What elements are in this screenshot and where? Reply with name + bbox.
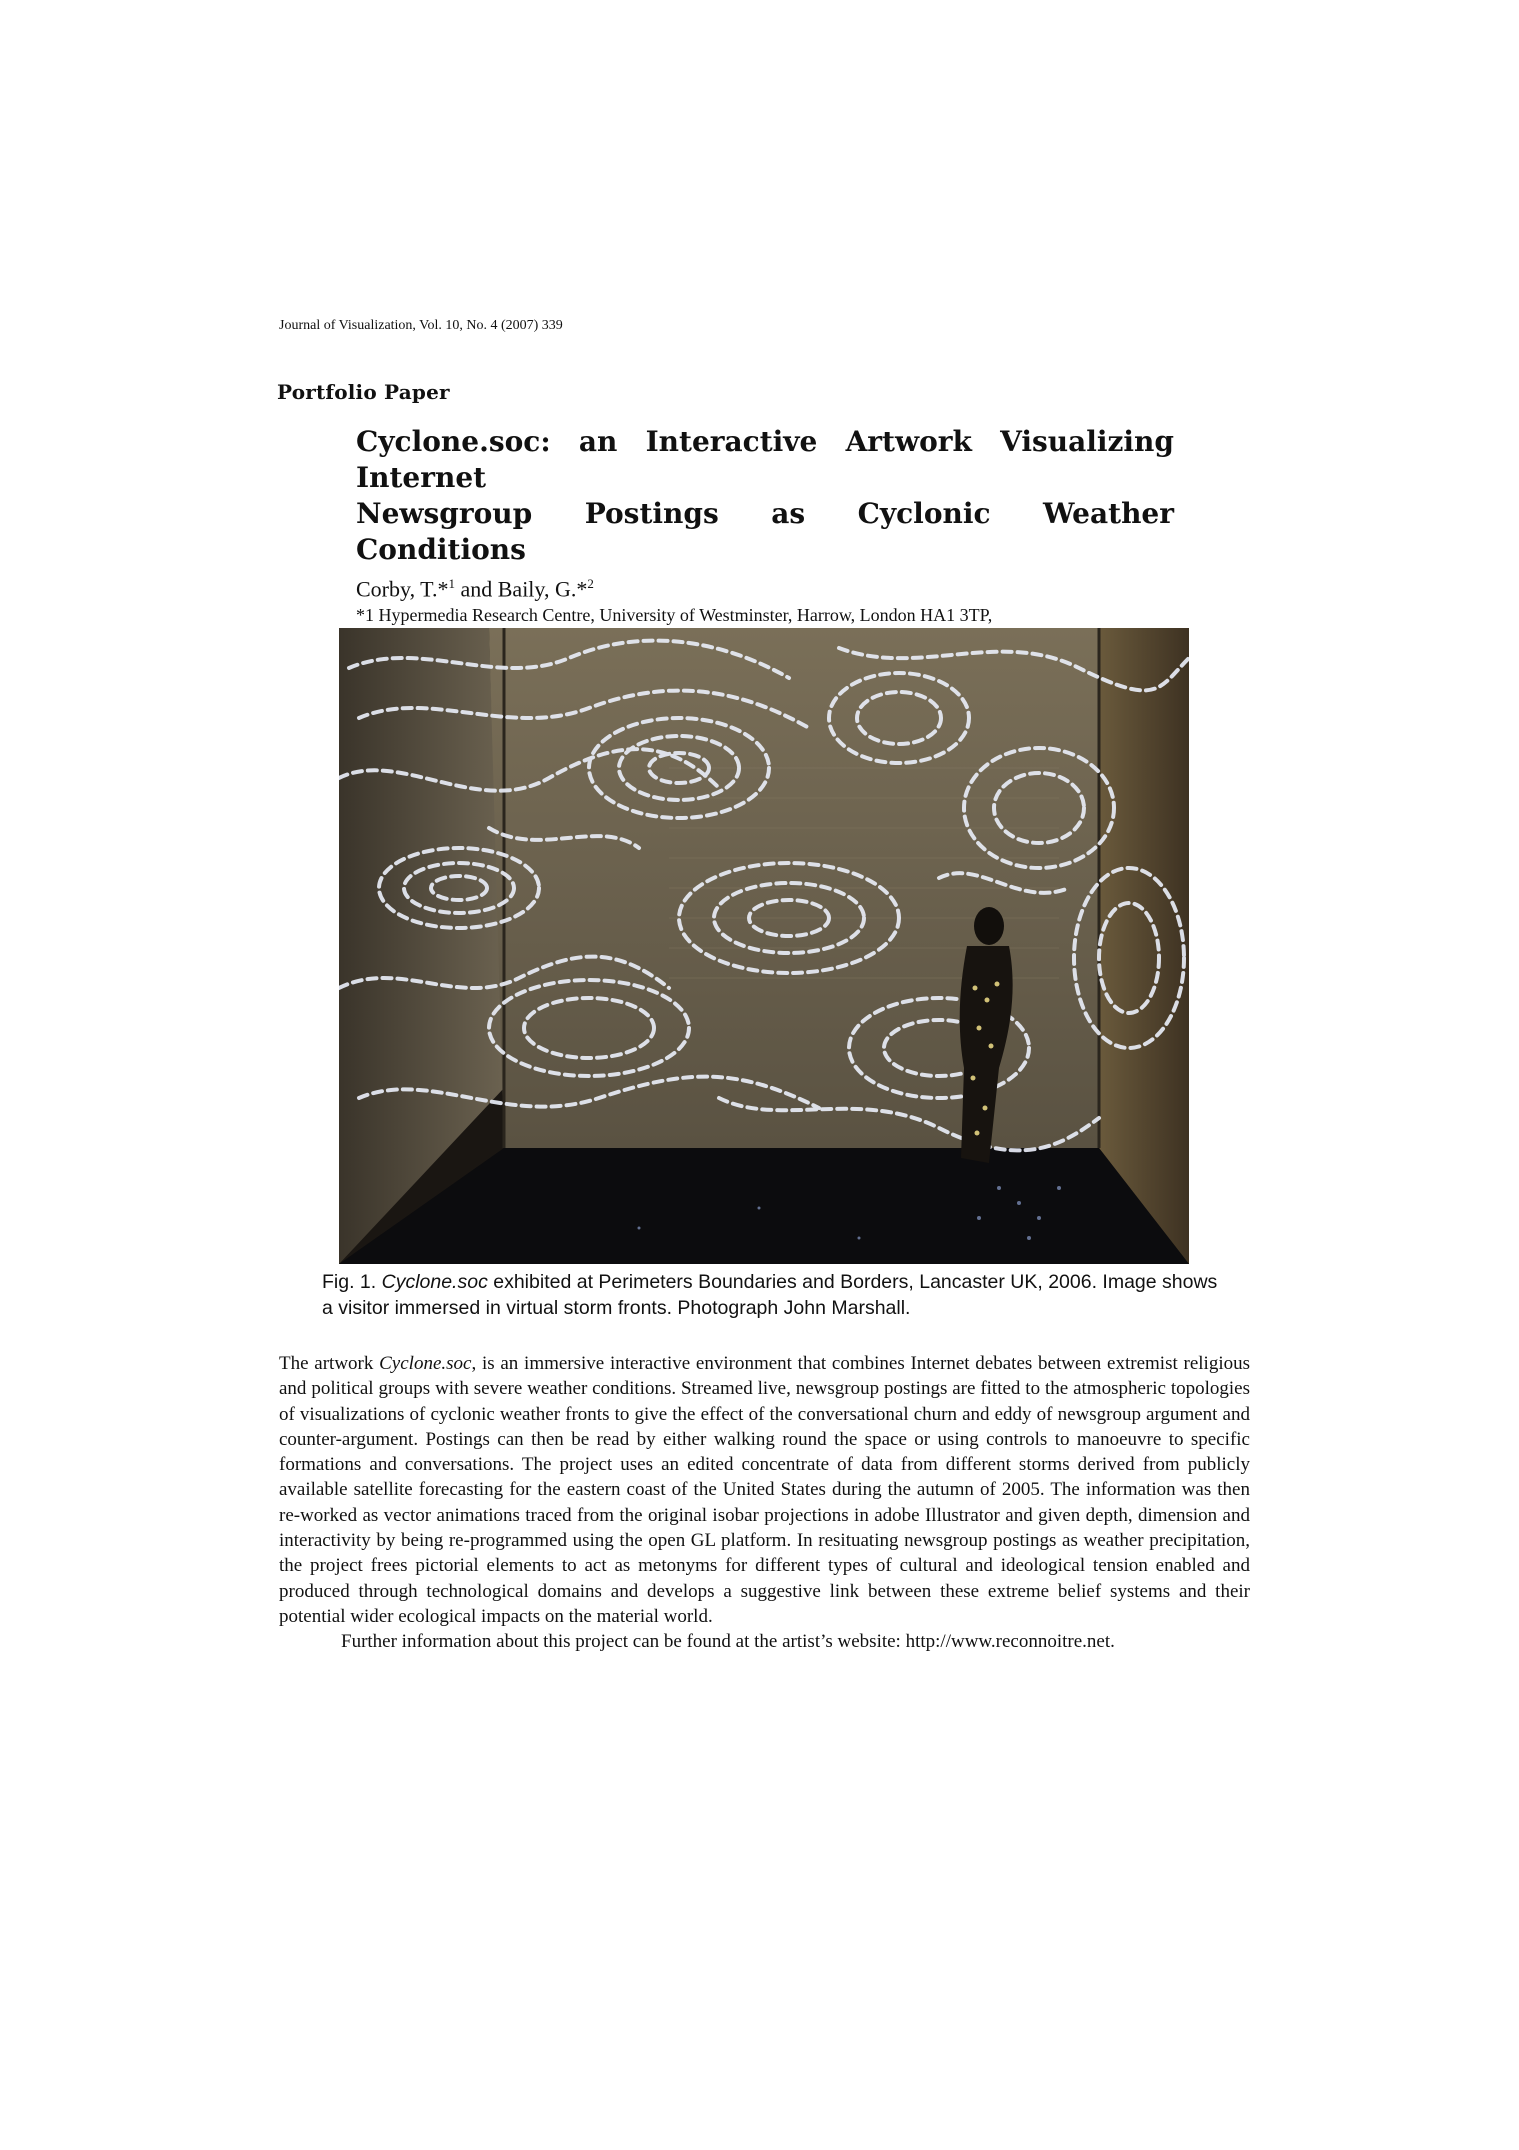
- author-2: Baily, G.*: [497, 576, 588, 602]
- paragraph-1-text: , is an immersive interactive environment that combines Internet debates between extremist religious and political groups with severe weather conditions. Streamed live, newsgroup postings are fitted to the atmospheric topologies of visualizations of cyclonic weather fronts to give the effect of the conversational churn and eddy of newsgroup argument and counter-argument. Postings can then be read by either walking round the space or using controls to manoeuvre to specific formations and conversations. The project uses an edited concentrate of data from different storms derived from publicly available satellite forecasting for the eastern coast of the United States during the autumn of 2005. The information was then re-worked as vector animations traced from the original isobar projections in adobe Illustrator and given depth, dimension and interactivity by being re-programmed using the open GL platform. In resituating newsgroup postings as weather precipitation, the project frees pictorial elements to act as metonyms for different types of cultural and ideological tension enabled and produced through technological domains and develops a suggestive link between these extreme belief systems and their potential wider ecological impacts on the material world.: [279, 1353, 1250, 1627]
- figure-photo: [339, 628, 1189, 1264]
- caption-text: exhibited at Perimeters Boundaries and Borders, Lancaster UK, 2006. Image shows a visitor immersed in virtual storm fronts. Photograph John Marshall.: [322, 1271, 1218, 1319]
- paragraph-1: [279, 1351, 1250, 1629]
- affiliation-1-line-1: *1 Hypermedia Research Centre, University of Westminster, Harrow, London HA1 3TP,: [356, 605, 993, 626]
- title-line-1: Cyclone.soc: an Interactive Artwork Visualizing Internet: [356, 425, 1174, 494]
- journal-citation: Journal of Visualization, Vol. 10, No. 4 (2007) 339: [279, 318, 563, 333]
- caption-prefix: Fig. 1.: [322, 1271, 382, 1293]
- paragraph-2: Further information about this project can be found at the artist’s website: http://www.reconnoitre.net.: [341, 1631, 1115, 1653]
- author-1: Corby, T.*: [356, 576, 449, 602]
- installation-photo: [339, 628, 1189, 1264]
- author-2-sup: 2: [587, 576, 594, 591]
- title-line-2: Newsgroup Postings as Cyclonic Weather Conditions: [356, 497, 1174, 566]
- figure-caption: [322, 1269, 1222, 1321]
- author-1-sup: 1: [448, 576, 455, 591]
- author-separator: and: [454, 576, 498, 602]
- article-title: [356, 424, 1174, 568]
- paragraph-1-italic: Cyclone.soc: [379, 1353, 472, 1374]
- authors: [356, 570, 1174, 603]
- floor: [339, 1148, 1189, 1264]
- body-text: [279, 1351, 1250, 1655]
- section-label: Portfolio Paper: [277, 380, 450, 404]
- paragraph-1-lead: The artwork: [279, 1353, 380, 1374]
- caption-italic-title: Cyclone.soc: [381, 1271, 488, 1293]
